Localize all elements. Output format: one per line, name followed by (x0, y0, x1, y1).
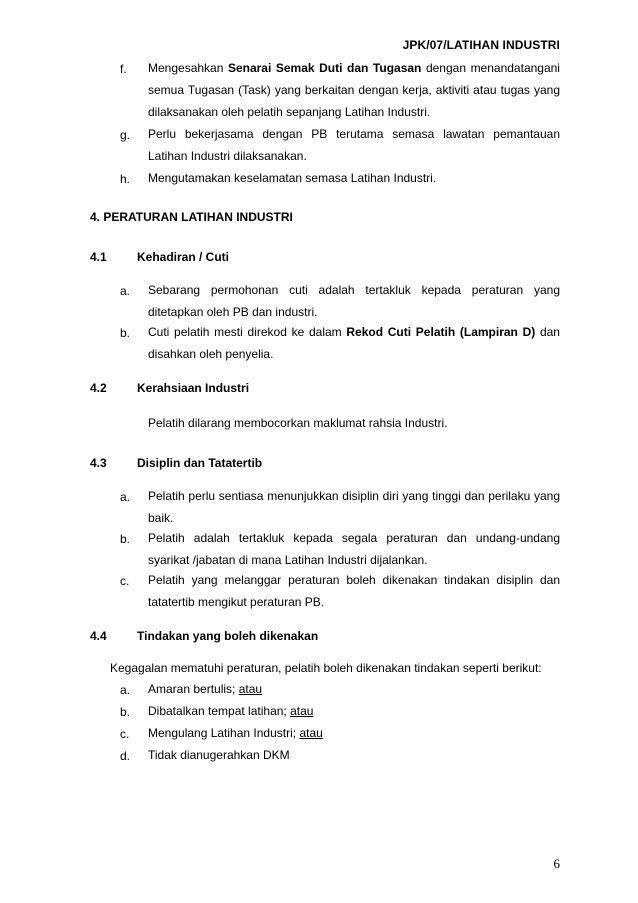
bold-text: Senarai Semak Duti dan Tugasan (227, 61, 422, 75)
text-run: dan disahkan oleh penyelia. (148, 325, 560, 361)
list-marker: b. (120, 705, 131, 719)
list-marker: b. (120, 326, 131, 340)
list-item-text: Pelatih yang melanggar peraturan boleh dikenakan tindakan disiplin dan tatatertib mengikut peraturan PB. (148, 573, 560, 609)
subsection-title: Kerahsiaan Industri (137, 381, 250, 395)
text-run: Mengesahkan (148, 61, 228, 75)
text-run: dengan menandatangani semua Tugasan (Task) yang berkaitan dengan kerja, aktiviti atau tugas yang dilaksanakan oleh pelatih sepanjang Latihan Industri. (148, 61, 560, 119)
list-marker: b. (120, 532, 131, 546)
list-item-text (148, 700, 560, 722)
underlined-conjunction: atau (238, 682, 263, 696)
text-run: Mengulang Latihan Industri; (148, 726, 300, 740)
paragraph: Kegagalan mematuhi peraturan, pelatih boleh dikenakan tindakan seperti berikut: (110, 661, 542, 675)
subsection-title: Kehadiran / Cuti (137, 250, 230, 264)
subsection-number: 4.3 (90, 456, 107, 470)
list-item-text: Tidak dianugerahkan DKM (148, 748, 290, 762)
list-item-text: Sebarang permohonan cuti adalah tertakluk kepada peraturan yang ditetapkan oleh PB dan industri. (148, 283, 560, 319)
subsection-number: 4.4 (90, 629, 107, 643)
list-marker: c. (120, 574, 130, 588)
list-item-text: Mengutamakan keselamatan semasa Latihan Industri. (148, 171, 437, 185)
list-marker: a. (120, 683, 131, 697)
list-item-text: Perlu bekerjasama dengan PB terutama semasa lawatan pemantauan Latihan Industri dilaksanakan. (148, 127, 560, 163)
underlined-conjunction: atau (290, 704, 314, 718)
subsection-title: Tindakan yang boleh dikenakan (137, 629, 319, 643)
list-marker: d. (120, 749, 131, 763)
list-marker: h. (120, 172, 131, 186)
subsection-number: 4.2 (90, 381, 107, 395)
text-run: Dibatalkan tempat latihan; (148, 704, 291, 718)
list-item-text (148, 722, 560, 744)
list-marker: a. (120, 284, 131, 298)
document-code-header: JPK/07/LATIHAN INDUSTRI (402, 38, 560, 52)
underlined-conjunction: atau (299, 726, 323, 740)
section-heading: 4. PERATURAN LATIHAN INDUSTRI (90, 210, 293, 224)
page-number: 6 (553, 856, 560, 871)
text-run: Amaran bertulis; (148, 682, 239, 696)
list-marker: c. (120, 727, 130, 741)
list-marker: f. (120, 62, 127, 76)
list-item-text (148, 678, 560, 700)
text-run: Cuti pelatih mesti direkod ke dalam (148, 325, 347, 339)
list-item-text: Pelatih perlu sentiasa menunjukkan disiplin diri yang tinggi dan perilaku yang baik. (148, 489, 560, 525)
list-marker: g. (120, 128, 131, 142)
bold-text: Rekod Cuti Pelatih (Lampiran D) (346, 325, 536, 339)
list-marker: a. (120, 490, 131, 504)
list-item-text (148, 57, 560, 123)
paragraph: Pelatih dilarang membocorkan maklumat rahsia Industri. (148, 416, 448, 430)
subsection-title: Disiplin dan Tatatertib (137, 456, 263, 470)
list-item-text (148, 321, 560, 365)
list-item-text: Pelatih adalah tertakluk kepada segala peraturan dan undang-undang syarikat /jabatan di mana Latihan Industri dijalankan. (148, 531, 560, 567)
subsection-number: 4.1 (90, 250, 107, 264)
